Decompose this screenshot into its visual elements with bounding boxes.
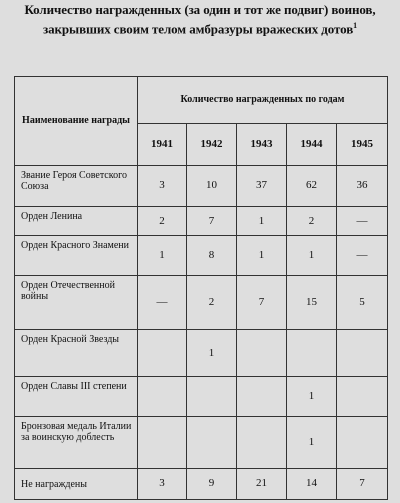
awards-table (14, 76, 388, 500)
award-name: Орден Ленина (15, 207, 138, 236)
table-cell (138, 330, 187, 377)
table-cell: 8 (187, 236, 237, 276)
year-header: 1941 (138, 123, 187, 165)
document-title (6, 2, 394, 37)
table-cell: — (138, 275, 187, 329)
table-cell: 21 (237, 468, 287, 499)
table-cell: 2 (187, 275, 237, 329)
table-cell (237, 330, 287, 377)
table-cell: 14 (287, 468, 337, 499)
table-cell: 7 (237, 275, 287, 329)
year-header: 1944 (287, 123, 337, 165)
table-cell: 1 (287, 377, 337, 417)
award-column-header: Наименование награды (15, 77, 138, 166)
table-cell: 1 (237, 207, 287, 236)
award-name: Орден Красной Звезды (15, 330, 138, 377)
table-cell: 62 (287, 165, 337, 207)
table-row (15, 165, 388, 207)
table-cell: 1 (138, 236, 187, 276)
table-cell (138, 416, 187, 468)
table-cell: 10 (187, 165, 237, 207)
table-row (15, 207, 388, 236)
table-cell: 37 (237, 165, 287, 207)
table-cell (187, 377, 237, 417)
award-name: Орден Отечественной войны (15, 275, 138, 329)
year-header: 1942 (187, 123, 237, 165)
table-cell: 3 (138, 165, 187, 207)
table-cell: 1 (187, 330, 237, 377)
award-name: Бронзовая медаль Италии за воинскую доблесть (15, 416, 138, 468)
table-row (15, 330, 388, 377)
title-text: Количество награжденных (за один и тот же подвиг) воинов, закрывших своим телом амбразуры вражеских дотов (24, 2, 376, 37)
table-cell: 3 (138, 468, 187, 499)
years-group-header: Количество награжденных по годам (138, 77, 388, 124)
table-cell (337, 377, 388, 417)
table-cell: 2 (138, 207, 187, 236)
table-cell (237, 377, 287, 417)
table-cell (237, 416, 287, 468)
table-cell (187, 416, 237, 468)
table-cell: 1 (237, 236, 287, 276)
year-header: 1943 (237, 123, 287, 165)
table-cell: 9 (187, 468, 237, 499)
table-cell: — (337, 236, 388, 276)
footnote-marker: 1 (353, 21, 358, 30)
table-row (15, 416, 388, 468)
table-cell: 1 (287, 416, 337, 468)
table-cell (337, 330, 388, 377)
year-header: 1945 (337, 123, 388, 165)
table-row (15, 275, 388, 329)
table-cell: 7 (337, 468, 388, 499)
table-cell (138, 377, 187, 417)
table-cell: 2 (287, 207, 337, 236)
award-name: Орден Славы III степени (15, 377, 138, 417)
award-name: Звание Героя Советского Союза (15, 165, 138, 207)
table-cell: 1 (287, 236, 337, 276)
table-row (15, 377, 388, 417)
table-cell: 36 (337, 165, 388, 207)
table-cell: 15 (287, 275, 337, 329)
award-name: Не награждены (15, 468, 138, 499)
table-cell (287, 330, 337, 377)
total-row (15, 468, 388, 499)
header-row-group (15, 77, 388, 124)
table-cell (337, 416, 388, 468)
table-cell: 7 (187, 207, 237, 236)
table-cell: — (337, 207, 388, 236)
table-cell: 5 (337, 275, 388, 329)
award-name: Орден Красного Знамени (15, 236, 138, 276)
table-row (15, 236, 388, 276)
